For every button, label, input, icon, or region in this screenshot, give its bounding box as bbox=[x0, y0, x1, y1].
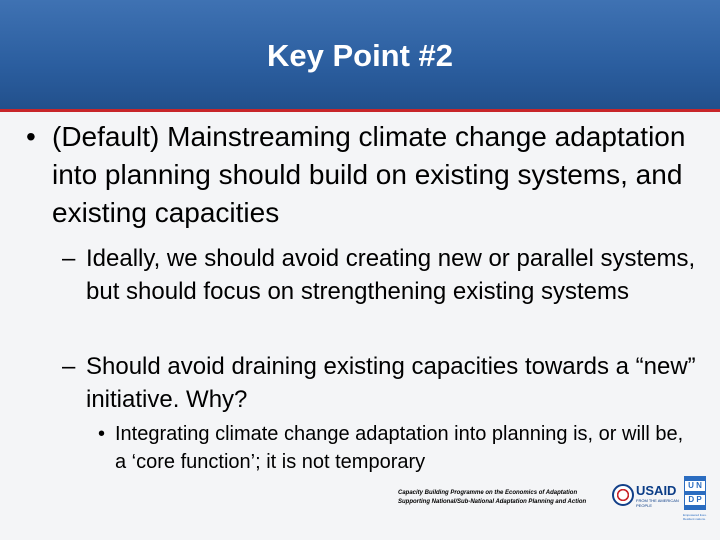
sub-bullet-2 bbox=[62, 350, 702, 416]
bullet-marker: • bbox=[26, 121, 36, 152]
sub-bullet-1 bbox=[62, 242, 702, 308]
bullet-marker: • bbox=[98, 423, 106, 445]
footer-programme-text bbox=[398, 489, 613, 507]
footer-line-1: Capacity Building Programme on the Economics of Adaptation bbox=[398, 490, 578, 496]
undp-bottom-letters: D P bbox=[685, 495, 705, 505]
undp-tagline: Empowered lives. Resilient nations. bbox=[683, 513, 707, 521]
usaid-wordmark: USAID bbox=[636, 483, 677, 498]
dash-marker: – bbox=[62, 245, 76, 272]
slide-title: Key Point #2 bbox=[266, 38, 454, 73]
nested-bullet-text: Integrating climate change adaptation into planning is, or will be, a ‘core function’; it is not temporary bbox=[115, 423, 684, 473]
undp-top-letters: U N bbox=[685, 481, 705, 491]
undp-logo bbox=[684, 476, 706, 510]
footer-line-2: Supporting National/Sub-National Adaptation Planning and Action bbox=[398, 499, 587, 505]
us-seal-logo bbox=[612, 484, 634, 506]
usaid-logo bbox=[636, 484, 680, 508]
usaid-tagline: FROM THE AMERICAN PEOPLE bbox=[636, 498, 679, 508]
sub-bullet-2-text: Should avoid draining existing capacities towards a “new” initiative. Why? bbox=[86, 353, 696, 413]
main-bullet bbox=[26, 118, 686, 232]
nested-bullet bbox=[98, 420, 698, 476]
dash-marker: – bbox=[62, 353, 76, 380]
sub-bullet-1-text: Ideally, we should avoid creating new or parallel systems, but should focus on strengthening existing systems bbox=[86, 245, 696, 305]
main-bullet-text: (Default) Mainstreaming climate change adaptation into planning should build on existing systems, and existing capacities bbox=[52, 121, 686, 228]
